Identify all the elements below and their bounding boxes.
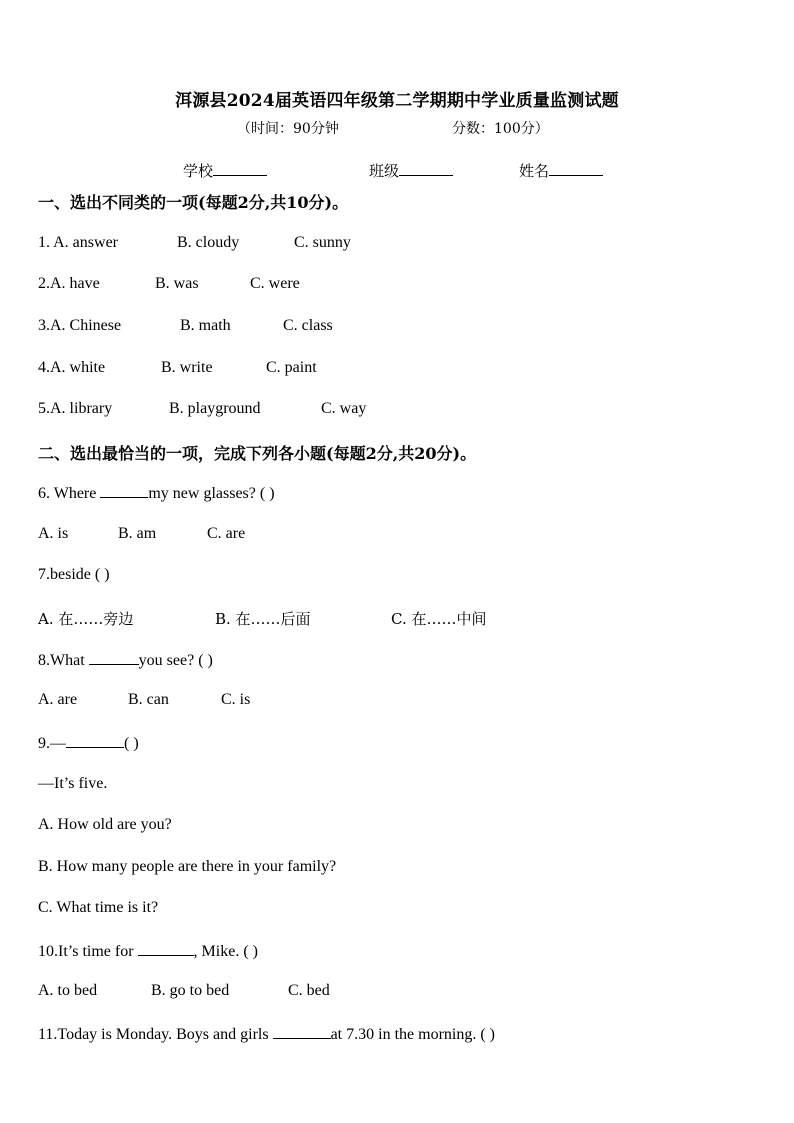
question-10-stem-start: 10.It’s time for [38,943,138,960]
option-a: A. answer [53,234,118,251]
question-7-option-a: A. 在……旁边 [38,610,134,628]
option-a: A. Chinese [50,317,122,334]
answer-blank [100,483,148,498]
question-10 [38,941,258,961]
section-1-heading: 一、选出不同类的一项(每题2分,共10分)。 [38,193,349,212]
exam-score: 分数：100分） [452,121,549,137]
question-8-option-c: C. is [221,691,251,708]
question-11 [38,1024,495,1044]
question-9-option-c: C. What time is it? [38,899,159,916]
question-6-option-c: C. are [207,525,246,542]
exam-title: 洱源县2024届英语四年级第二学期期中学业质量监测试题 [175,91,619,111]
question-9-reply: —It’s five. [38,775,108,792]
class-label: 班级 [369,162,400,180]
exam-time: （时间：90分钟 [237,121,339,137]
question-2-option-b: B. was [155,275,199,292]
question-10-option-b: B. go to bed [151,982,230,999]
question-9-stem-end: ( ) [124,735,139,752]
option-a: A. white [50,359,106,376]
class-field [369,160,453,181]
question-5-option-c: C. way [321,400,367,417]
question-8-stem-start: 8.What [38,652,89,669]
question-10-option-c: C. bed [288,982,330,999]
question-7-option-c: C. 在……中间 [391,610,487,628]
question-7-option-b: B. 在……后面 [215,610,311,628]
question-3-option-b: B. math [180,317,231,334]
class-blank [399,161,453,176]
question-8 [38,650,213,670]
question-1 [38,234,118,252]
school-field [183,160,267,181]
question-number: 2. [38,275,50,292]
question-3 [38,317,121,335]
answer-blank [66,733,124,748]
answer-blank [89,650,139,665]
question-6-option-a: A. is [38,525,69,542]
school-blank [213,161,267,176]
answer-blank [273,1024,331,1039]
question-number: 3. [38,317,50,334]
question-11-stem-end: at 7.30 in the morning. ( ) [330,1026,495,1043]
question-6-stem-start: 6. Where [38,485,101,502]
section-2-heading: 二、选出最恰当的一项，完成下列各小题(每题2分,共20分)。 [38,444,477,463]
answer-blank [138,941,194,956]
question-4-option-c: C. paint [266,359,317,376]
name-label: 姓名 [519,162,550,180]
name-field [519,160,603,181]
option-a: A. have [50,275,100,292]
question-3-option-c: C. class [283,317,333,334]
question-8-stem-end: you see? ( ) [138,652,213,669]
question-2-option-c: C. were [250,275,300,292]
question-8-option-a: A. are [38,691,78,708]
question-9-option-a: A. How old are you? [38,816,172,833]
question-6-stem-end: my new glasses? ( ) [148,485,275,502]
question-11-stem-start: 11.Today is Monday. Boys and girls [38,1026,273,1043]
question-1-option-c: C. sunny [294,234,351,251]
name-blank [549,161,603,176]
question-number: 4. [38,359,50,376]
question-6 [38,483,275,503]
question-number: 1. [38,234,54,251]
question-4 [38,359,105,377]
question-5 [38,400,112,418]
question-4-option-b: B. write [161,359,213,376]
question-1-option-b: B. cloudy [177,234,240,251]
option-a: A. library [50,400,113,417]
question-10-stem-end: , Mike. ( ) [193,943,258,960]
question-9-option-b: B. How many people are there in your family? [38,858,337,875]
question-10-option-a: A. to bed [38,982,98,999]
question-6-option-b: B. am [118,525,157,542]
question-2 [38,275,100,293]
question-8-option-b: B. can [128,691,169,708]
question-number: 5. [38,400,50,417]
school-label: 学校 [183,162,214,180]
question-7: 7.beside ( ) [38,566,110,583]
question-9-stem-start: 9.— [38,735,66,752]
question-5-option-b: B. playground [169,400,261,417]
question-9 [38,733,139,753]
